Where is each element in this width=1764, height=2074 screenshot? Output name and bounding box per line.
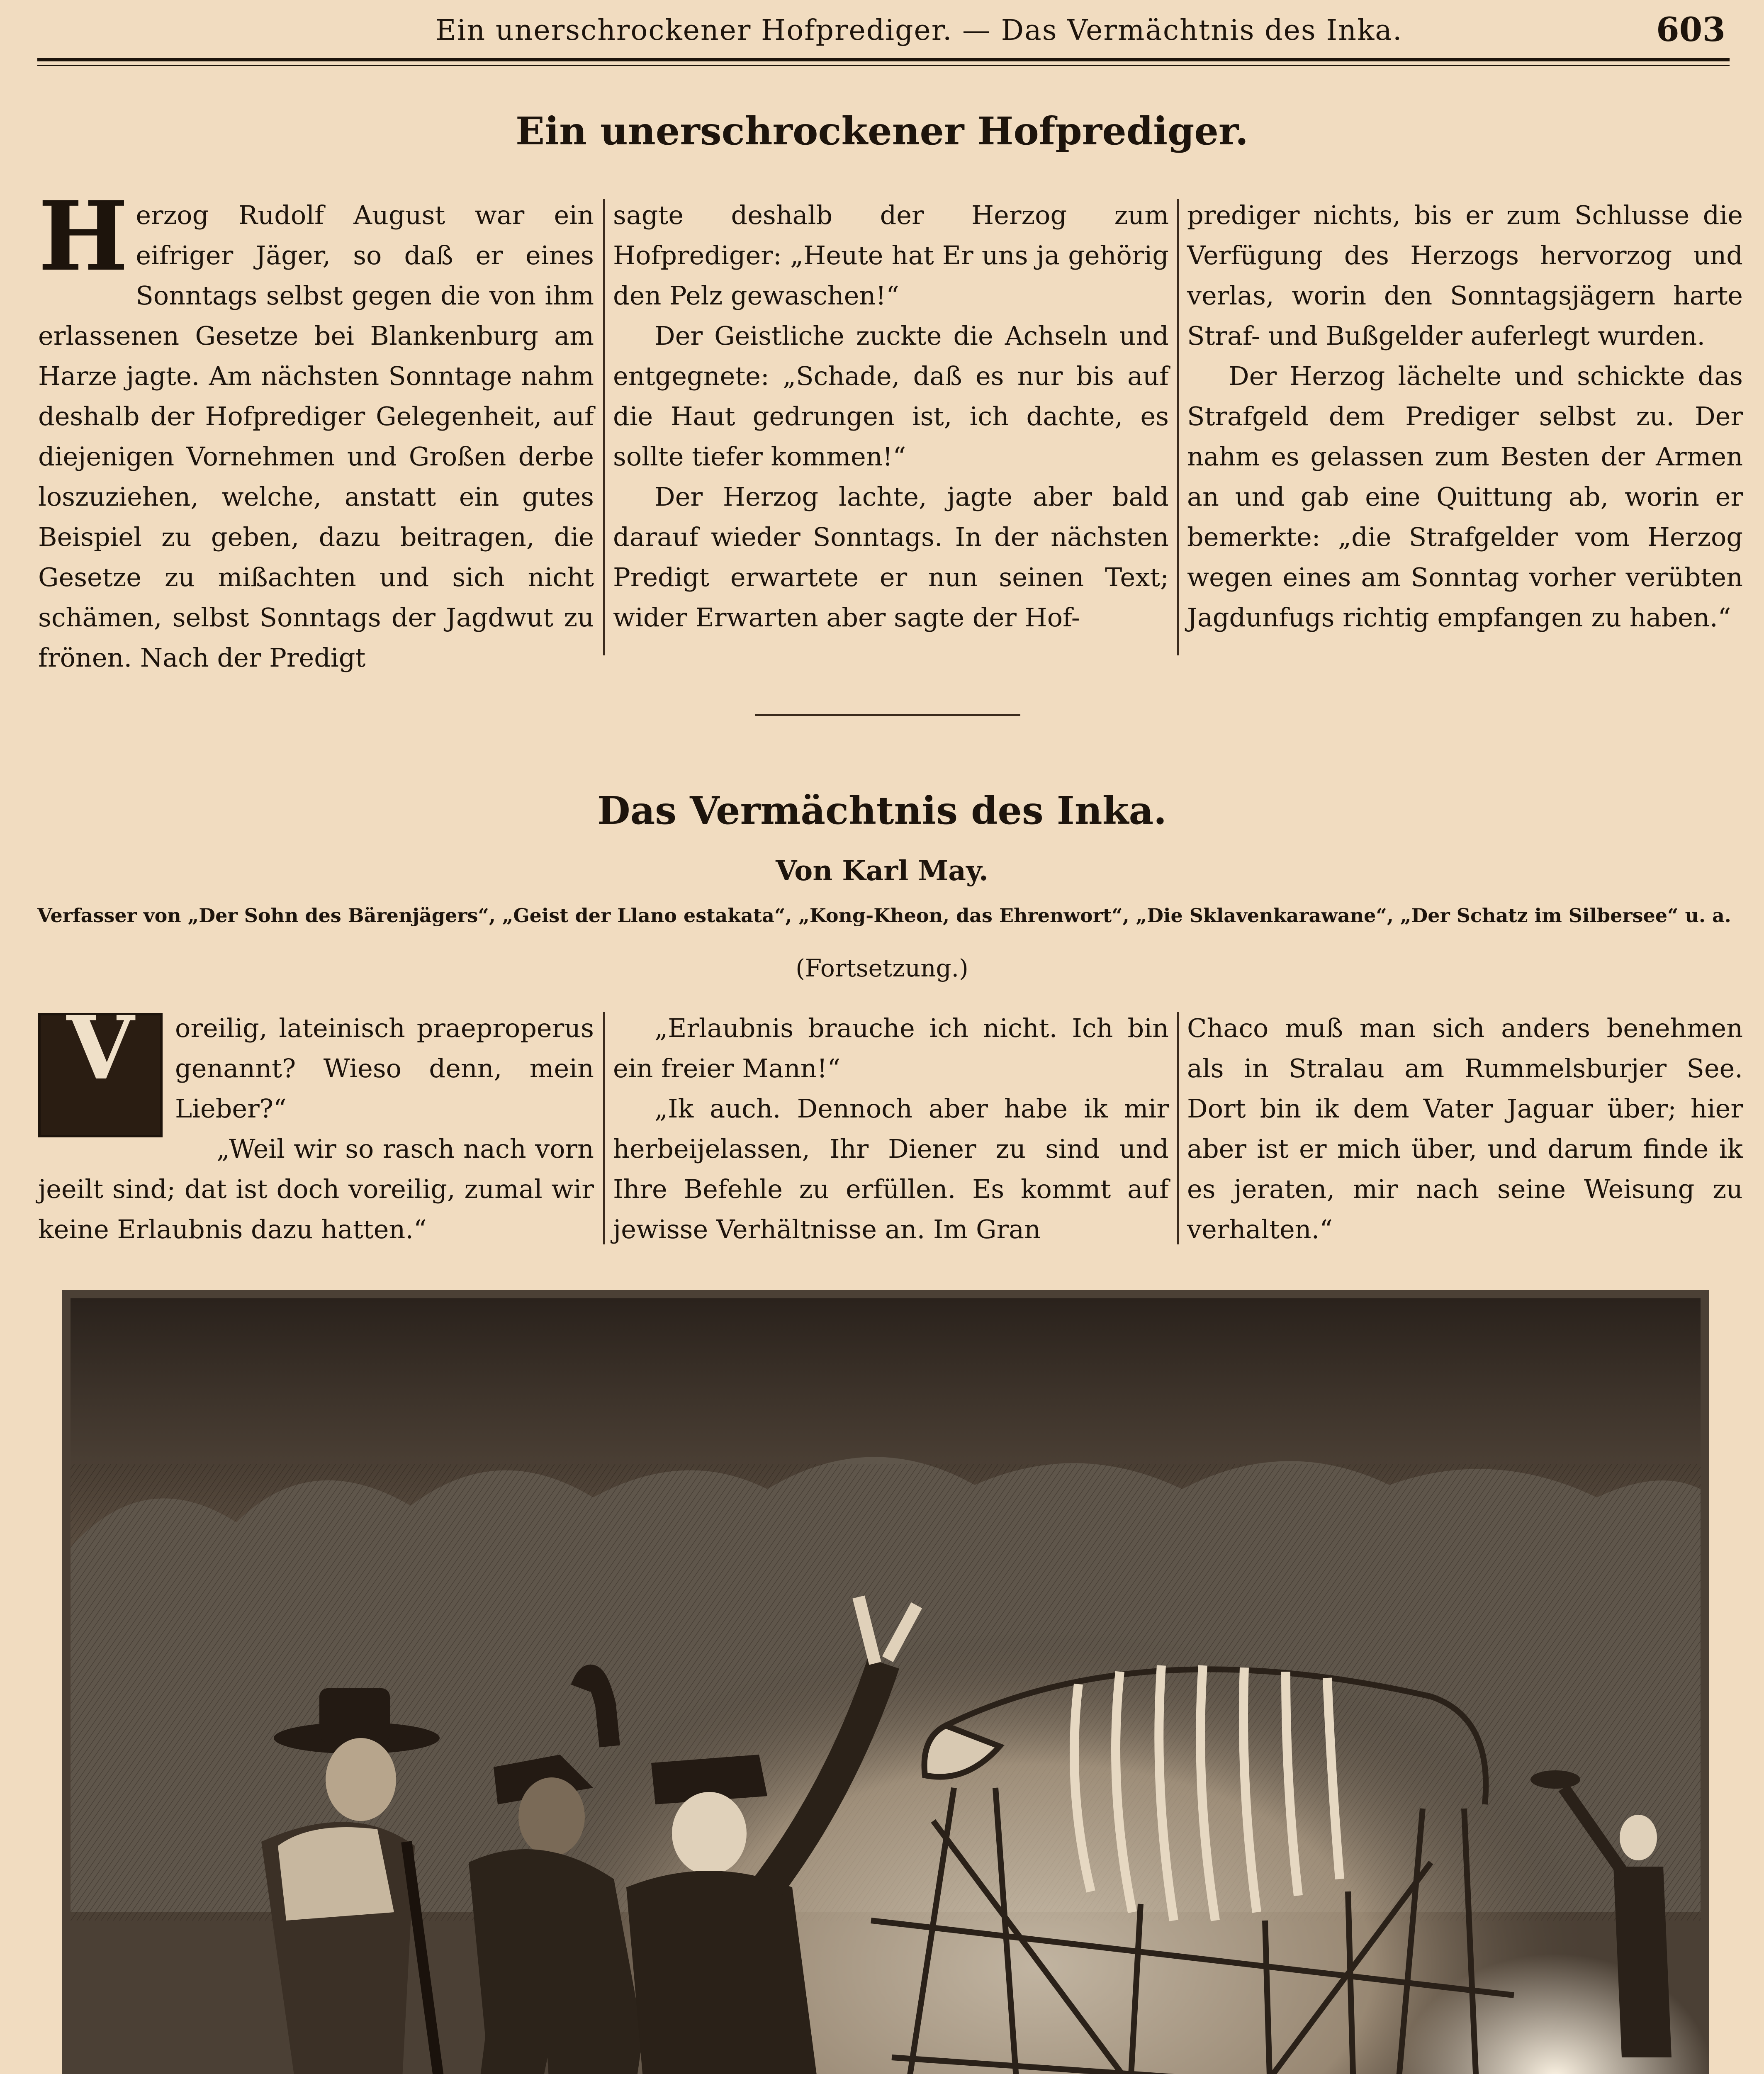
article1-column-3 [1187,195,1743,638]
article2-column-2 [613,1008,1169,1249]
column-divider [603,199,605,655]
section-divider [755,714,1020,716]
page-number: 603 [1656,10,1725,49]
running-head [37,10,1730,51]
header-rule-thin [37,65,1730,66]
article1-col1-text: erzog Rudolf August war ein eifriger Jäger, so daß er eines Sonntags selbst gegen die von ihm erlassenen Gesetze bei Blankenburg am Harze jagte. Am nächsten Sonntage nahm deshalb der Hofprediger Gelegenheit, auf diejenigen Vornehmen und Großen derbe loszuziehen, welche, anstatt ein gutes Beispiel zu geben, dazu beitragen, die Gesetze zu mißachten und sich nicht schämen, selbst Sonntags der Jagdwut zu frönen. Nach der Predigt [38,200,594,673]
article2-continuation: (Fortsetzung.) [796,954,968,982]
paragraph: „Erlaubnis brauche ich nicht. Ich bin ein freier Mann!“ [613,1013,1169,1083]
article1-column-1 [38,180,594,678]
column-divider [1177,1012,1179,1244]
paragraph: oreilig, lateinisch praeproperus genannt? Wieso denn, mein Lieber?“ [175,1013,594,1124]
paragraph: sagte deshalb der Herzog zum Hofprediger: „Heute hat Er uns ja gehörig den Pelz gewaschen!“ [613,200,1169,311]
ornamental-initial [38,997,163,1137]
engraving-illustration [62,1290,1709,2074]
paragraph: prediger nichts, bis er zum Schlusse die Verfügung des Herzogs hervorzog und verlas, worin den Sonntagsjägern harte Straf- und Bußgelder auferlegt wurden. [1187,200,1743,351]
paragraph: Chaco muß man sich anders benehmen als in Stralau am Rummelsburjer See. Dort bin ik dem Vater Jaguar über; hier aber ist er mich über, und darum finde ik es jeraten, mir nach seine Weisung zu verhalten.“ [1187,1013,1743,1244]
article2-credits: Verfasser von „Der Sohn des Bärenjägers“, „Geist der Llano estakata“, „Kong-Kheon, das Ehrenwort“, „Die Sklavenkarawane“, „Der Schatz im Silbersee“ u. a. [37,904,1731,927]
paragraph: „Ik auch. Dennoch aber habe ik mir herbeijelassen, Ihr Diener zu sind und Ihre Befehle zu erfüllen. Es kommt auf jewisse Verhältnisse an. Im Gran [613,1093,1169,1244]
column-divider [1177,199,1179,655]
column-divider [603,1012,605,1244]
article1-dropcap: H [38,180,129,292]
paragraph: Der Geistliche zuckte die Achseln und entgegnete: „Schade, daß es nur bis auf die Haut gedrungen ist, ich dachte, es sollte tiefer kommen!“ [613,321,1169,472]
article2-column-1 [38,997,594,1249]
article2-title: Das Vermächtnis des Inka. [597,788,1167,833]
running-title: Ein unerschrockener Hofprediger. — Das Vermächtnis des Inka. [436,14,1403,47]
paragraph: „Weil wir so rasch nach vorn jeeilt sind; dat ist doch voreilig, zumal wir keine Erlaubnis dazu hatten.“ [38,1134,594,1244]
article2-byline: Von Karl May. [776,854,988,887]
header-rule [37,58,1730,61]
paragraph: Der Herzog lächelte und schickte das Strafgeld dem Prediger selbst zu. Der nahm es gelassen zum Besten der Armen an und gab eine Quittung ab, worin er bemerkte: „die Strafgelder vom Herzog wegen eines am Sonntag vorher verübten Jagdunfugs richtig empfangen zu haben.“ [1187,361,1743,633]
article1-title: Ein unerschrockener Hofprediger. [516,109,1248,153]
article2-dropcap: V [66,997,134,1099]
paragraph: Der Herzog lachte, jagte aber bald darauf wieder Sonntags. In der nächsten Predigt erwartete er nun seinen Text; wider Erwarten aber sagte der Hof- [613,482,1169,633]
article1-column-2 [613,195,1169,638]
article2-column-3 [1187,1008,1743,1249]
